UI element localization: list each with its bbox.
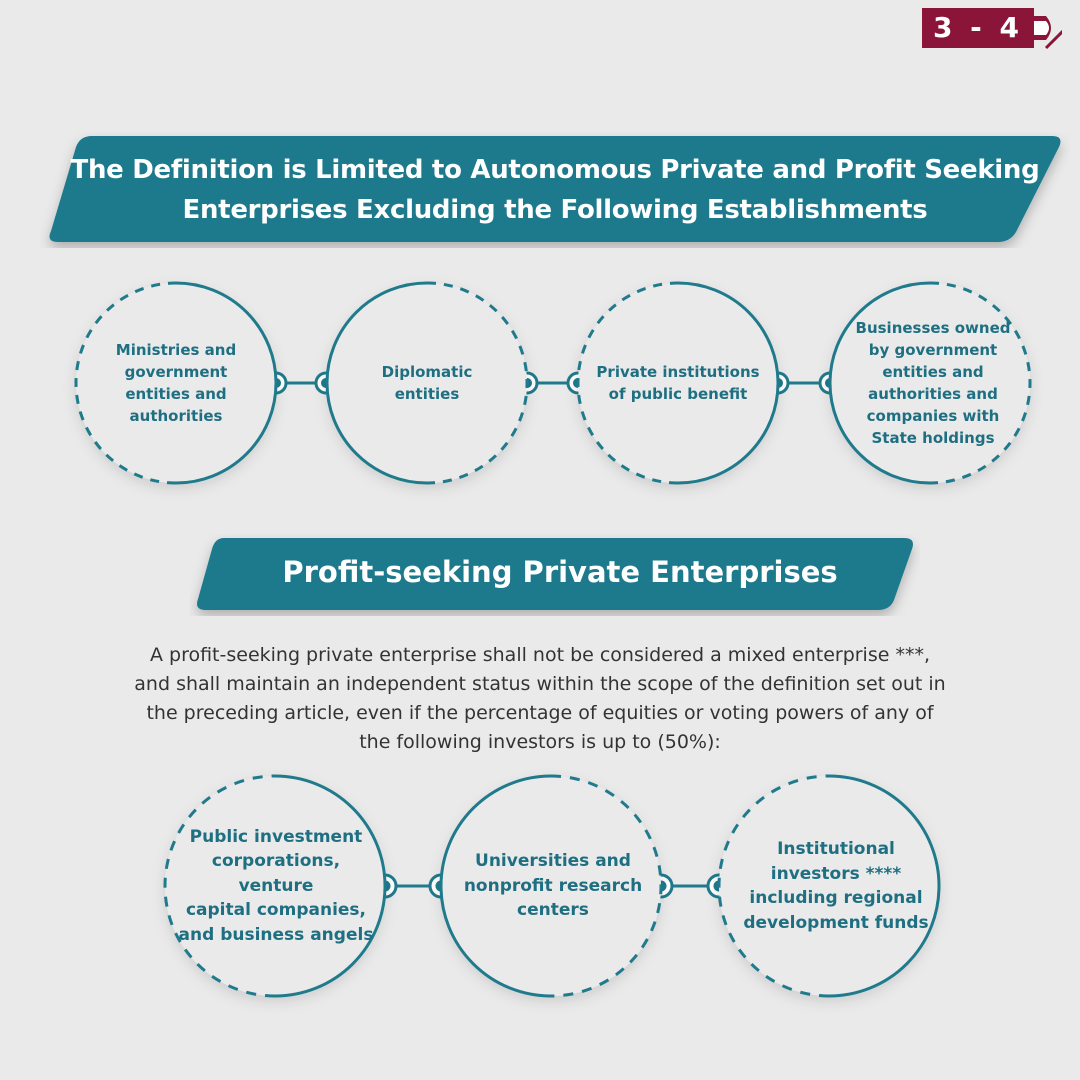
page-number: 3 - 4 [932,11,1024,44]
investor-label-public-investment: Public investment corporations, venture capital companies, and business angels [178,826,374,945]
heading-line-2: Enterprises Excluding the Following Establishments [182,195,928,225]
heading-line-1: The Definition is Limited to Autonomous Private and Profit Seeking [70,155,1040,185]
definition-paragraph: A profit-seeking private enterprise shall not be considered a mixed enterprise ***, and shall maintain an independent status within the scope of the definition set out in the preceding article, even if the percentage of equities or voting powers of any of the following investors is up to (50%): [134,644,946,753]
heading-2-text: Profit-seeking Private Enterprises [282,555,838,589]
excluded-label-private-institutions: Private institutions of public benefit [596,363,760,403]
investor-label-universities: Universities and nonprofit research centers [463,851,643,921]
investor-label-institutional: Institutional investors **** including regional development funds [743,839,929,933]
excluded-label-ministries: Ministries and government entities and authorities [115,341,237,425]
excluded-label-diplomatic: Diplomatic entities [381,363,473,403]
excluded-label-government-businesses: Businesses owned by government entities and authorities and companies with State holdings [855,319,1011,447]
